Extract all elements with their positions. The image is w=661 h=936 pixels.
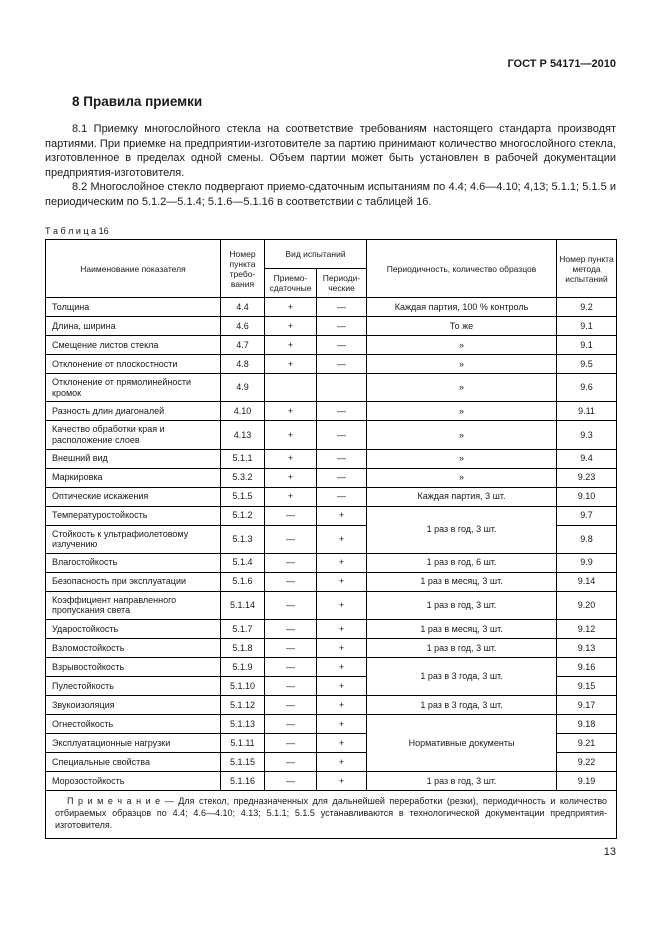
method-clause: 9.5	[557, 355, 617, 374]
acceptance-test-mark: —	[265, 695, 317, 714]
acceptance-test-mark: —	[265, 657, 317, 676]
periodicity-value: То же	[367, 317, 557, 336]
periodicity-value: Каждая партия, 100 % контроль	[367, 298, 557, 317]
requirement-clause: 4.9	[221, 374, 265, 402]
acceptance-test-mark: —	[265, 752, 317, 771]
method-clause: 9.13	[557, 638, 617, 657]
acceptance-test-mark: —	[265, 591, 317, 619]
acceptance-test-mark: —	[265, 714, 317, 733]
method-clause: 9.17	[557, 695, 617, 714]
periodic-test-mark: +	[317, 506, 367, 525]
header-periodic-tests: Периоди-ческие	[317, 269, 367, 298]
indicator-name: Внешний вид	[46, 449, 221, 468]
method-clause: 9.18	[557, 714, 617, 733]
method-clause: 9.15	[557, 676, 617, 695]
indicator-name: Взломостойкость	[46, 638, 221, 657]
indicator-name: Отклонение от плоскостности	[46, 355, 221, 374]
method-clause: 9.1	[557, 336, 617, 355]
table-row	[46, 638, 617, 657]
indicator-name: Взрывостойкость	[46, 657, 221, 676]
acceptance-test-mark: +	[265, 336, 317, 355]
periodic-test-mark	[317, 374, 367, 402]
table-row	[46, 317, 617, 336]
periodicity-value: »	[367, 355, 557, 374]
requirement-clause: 4.8	[221, 355, 265, 374]
section-title: 8 Правила приемки	[72, 94, 203, 109]
method-clause: 9.2	[557, 298, 617, 317]
indicator-name: Безопасность при эксплуатации	[46, 572, 221, 591]
indicator-name: Толщина	[46, 298, 221, 317]
requirement-clause: 5.1.3	[221, 525, 265, 553]
indicator-name: Длина, ширина	[46, 317, 221, 336]
method-clause: 9.9	[557, 553, 617, 572]
table-row	[46, 402, 617, 421]
method-clause: 9.10	[557, 487, 617, 506]
requirement-clause: 5.1.12	[221, 695, 265, 714]
indicator-name: Влагостойкость	[46, 553, 221, 572]
periodic-test-mark: —	[317, 355, 367, 374]
periodic-test-mark: —	[317, 449, 367, 468]
periodic-test-mark: +	[317, 525, 367, 553]
table-body	[46, 298, 617, 791]
periodicity-value: 1 раз в год, 6 шт.	[367, 553, 557, 572]
requirement-clause: 5.1.8	[221, 638, 265, 657]
paragraph-8-2: 8.2 Многослойное стекло подвергают приемо-сдаточным испытаниям по 4.4; 4.6—4.10; 4,13; 5.1.1; 5.1.5 и периодическим по 5.1.2—5.1.4; 5.1.6—5.1.16 в соответствии с таблицей 16.	[45, 181, 616, 208]
periodic-test-mark: —	[317, 317, 367, 336]
periodicity-value: »	[367, 402, 557, 421]
page-number: 13	[603, 846, 616, 858]
requirement-clause: 5.1.1	[221, 449, 265, 468]
indicator-name: Стойкость к ультрафиолетовому излучению	[46, 525, 221, 553]
requirement-clause: 5.1.9	[221, 657, 265, 676]
table-row	[46, 771, 617, 790]
periodic-test-mark: —	[317, 487, 367, 506]
header-requirement-clause: Номер пункта требо-вания	[221, 240, 265, 298]
periodicity-value: Нормативные документы	[367, 714, 557, 771]
requirement-clause: 5.1.5	[221, 487, 265, 506]
requirement-clause: 5.1.6	[221, 572, 265, 591]
periodic-test-mark: +	[317, 676, 367, 695]
method-clause: 9.1	[557, 317, 617, 336]
acceptance-test-mark: —	[265, 771, 317, 790]
acceptance-test-mark: —	[265, 619, 317, 638]
periodicity-value: 1 раз в месяц, 3 шт.	[367, 619, 557, 638]
periodic-test-mark: +	[317, 638, 367, 657]
indicator-name: Температуростойкость	[46, 506, 221, 525]
method-clause: 9.16	[557, 657, 617, 676]
method-clause: 9.4	[557, 449, 617, 468]
table-note-row	[46, 790, 617, 838]
method-clause: 9.21	[557, 733, 617, 752]
acceptance-test-mark	[265, 374, 317, 402]
acceptance-test-mark: —	[265, 506, 317, 525]
periodic-test-mark: +	[317, 752, 367, 771]
indicator-name: Морозостойкость	[46, 771, 221, 790]
table-row	[46, 714, 617, 733]
periodic-test-mark: +	[317, 695, 367, 714]
acceptance-test-mark: —	[265, 638, 317, 657]
acceptance-test-mark: —	[265, 572, 317, 591]
table-footer	[46, 790, 617, 838]
method-clause: 9.12	[557, 619, 617, 638]
periodic-test-mark: +	[317, 619, 367, 638]
periodic-test-mark: +	[317, 657, 367, 676]
indicator-name: Звукоизоляция	[46, 695, 221, 714]
periodic-test-mark: +	[317, 572, 367, 591]
method-clause: 9.11	[557, 402, 617, 421]
acceptance-test-mark: —	[265, 676, 317, 695]
indicator-name: Смещение листов стекла	[46, 336, 221, 355]
acceptance-rules-table	[45, 239, 617, 839]
requirement-clause: 4.10	[221, 402, 265, 421]
indicator-name: Эксплуатационные нагрузки	[46, 733, 221, 752]
indicator-name: Пулестойкость	[46, 676, 221, 695]
periodic-test-mark: +	[317, 553, 367, 572]
requirement-clause: 5.1.11	[221, 733, 265, 752]
indicator-name: Отклонение от прямолинейности кромок	[46, 374, 221, 402]
indicator-name: Огнестойкость	[46, 714, 221, 733]
periodic-test-mark: +	[317, 714, 367, 733]
requirement-clause: 5.1.16	[221, 771, 265, 790]
method-clause: 9.22	[557, 752, 617, 771]
table-row	[46, 449, 617, 468]
table-row	[46, 487, 617, 506]
header-test-kind: Вид испытаний	[265, 240, 367, 269]
table-row	[46, 591, 617, 619]
document-code: ГОСТ Р 54171—2010	[507, 58, 616, 70]
acceptance-test-mark: +	[265, 298, 317, 317]
indicator-name: Качество обработки края и расположение слоев	[46, 421, 221, 449]
acceptance-test-mark: +	[265, 355, 317, 374]
table-row	[46, 374, 617, 402]
indicator-name: Специальные свойства	[46, 752, 221, 771]
requirement-clause: 5.1.7	[221, 619, 265, 638]
paragraph-8-1: 8.1 Приемку многослойного стекла на соответствие требованиям настоящего стандарта производят партиями. При приемке на предприятии-изготовителе за партию принимают количество многослойного стекла, изготовленное в пределах одной смены. Объем партии может быть установлен в рабочей документации предприятия-изготовителя.	[45, 123, 616, 179]
acceptance-test-mark: —	[265, 733, 317, 752]
periodicity-value: 1 раз в 3 года, 3 шт.	[367, 657, 557, 695]
requirement-clause: 5.3.2	[221, 468, 265, 487]
table-header	[46, 240, 617, 298]
periodicity-value: »	[367, 421, 557, 449]
indicator-name: Маркировка	[46, 468, 221, 487]
periodic-test-mark: —	[317, 402, 367, 421]
indicator-name: Ударостойкость	[46, 619, 221, 638]
table-row	[46, 695, 617, 714]
acceptance-test-mark: +	[265, 468, 317, 487]
requirement-clause: 4.4	[221, 298, 265, 317]
method-clause: 9.19	[557, 771, 617, 790]
requirement-clause: 5.1.14	[221, 591, 265, 619]
requirement-clause: 5.1.10	[221, 676, 265, 695]
requirement-clause: 5.1.13	[221, 714, 265, 733]
periodicity-value: »	[367, 449, 557, 468]
method-clause: 9.14	[557, 572, 617, 591]
indicator-name: Оптические искажения	[46, 487, 221, 506]
acceptance-test-mark: —	[265, 525, 317, 553]
table-note: П р и м е ч а н и е — Для стекол, предназначенных для дальнейшей переработки (резки), периодичность и количество отбираемых образцов по 4.4; 4.6—4.10; 4.13; 5.1.1; 5.1.5 устанавливаются в технологической документации предприятия-изготовителя.	[46, 790, 617, 838]
requirement-clause: 5.1.4	[221, 553, 265, 572]
table-row	[46, 506, 617, 525]
table-row	[46, 298, 617, 317]
periodic-test-mark: —	[317, 468, 367, 487]
periodicity-value: 1 раз в месяц, 3 шт.	[367, 572, 557, 591]
table-row	[46, 421, 617, 449]
requirement-clause: 4.13	[221, 421, 265, 449]
requirement-clause: 4.6	[221, 317, 265, 336]
periodicity-value: 1 раз в год, 3 шт.	[367, 771, 557, 790]
indicator-name: Коэффициент направленного пропускания света	[46, 591, 221, 619]
periodicity-value: »	[367, 336, 557, 355]
periodic-test-mark: —	[317, 336, 367, 355]
requirement-clause: 4.7	[221, 336, 265, 355]
table-row	[46, 355, 617, 374]
method-clause: 9.23	[557, 468, 617, 487]
periodic-test-mark: +	[317, 771, 367, 790]
table-caption: Т а б л и ц а 16	[45, 226, 109, 237]
requirement-clause: 5.1.2	[221, 506, 265, 525]
requirement-clause: 5.1.15	[221, 752, 265, 771]
periodic-test-mark: —	[317, 298, 367, 317]
method-clause: 9.7	[557, 506, 617, 525]
periodic-test-mark: +	[317, 733, 367, 752]
table-row	[46, 657, 617, 676]
acceptance-test-mark: +	[265, 421, 317, 449]
periodicity-value: »	[367, 468, 557, 487]
indicator-name: Разность длин диагоналей	[46, 402, 221, 421]
table-row	[46, 619, 617, 638]
periodicity-value: »	[367, 374, 557, 402]
periodicity-value: Каждая партия, 3 шт.	[367, 487, 557, 506]
table-row	[46, 336, 617, 355]
periodic-test-mark: +	[317, 591, 367, 619]
table-row	[46, 553, 617, 572]
acceptance-test-mark: +	[265, 449, 317, 468]
method-clause: 9.3	[557, 421, 617, 449]
header-method-clause: Номер пункта метода испытаний	[557, 240, 617, 298]
table-row	[46, 572, 617, 591]
acceptance-test-mark: +	[265, 402, 317, 421]
periodicity-value: 1 раз в 3 года, 3 шт.	[367, 695, 557, 714]
header-periodicity: Периодичность, количество образцов	[367, 240, 557, 298]
method-clause: 9.8	[557, 525, 617, 553]
method-clause: 9.6	[557, 374, 617, 402]
acceptance-test-mark: +	[265, 317, 317, 336]
acceptance-test-mark: —	[265, 553, 317, 572]
periodicity-value: 1 раз в год, 3 шт.	[367, 506, 557, 553]
header-indicator-name: Наименование показателя	[46, 240, 221, 298]
periodicity-value: 1 раз в год, 3 шт.	[367, 638, 557, 657]
table-row	[46, 468, 617, 487]
periodicity-value: 1 раз в год, 3 шт.	[367, 591, 557, 619]
method-clause: 9.20	[557, 591, 617, 619]
acceptance-test-mark: +	[265, 487, 317, 506]
header-acceptance-tests: Приемо-сдаточные	[265, 269, 317, 298]
periodic-test-mark: —	[317, 421, 367, 449]
